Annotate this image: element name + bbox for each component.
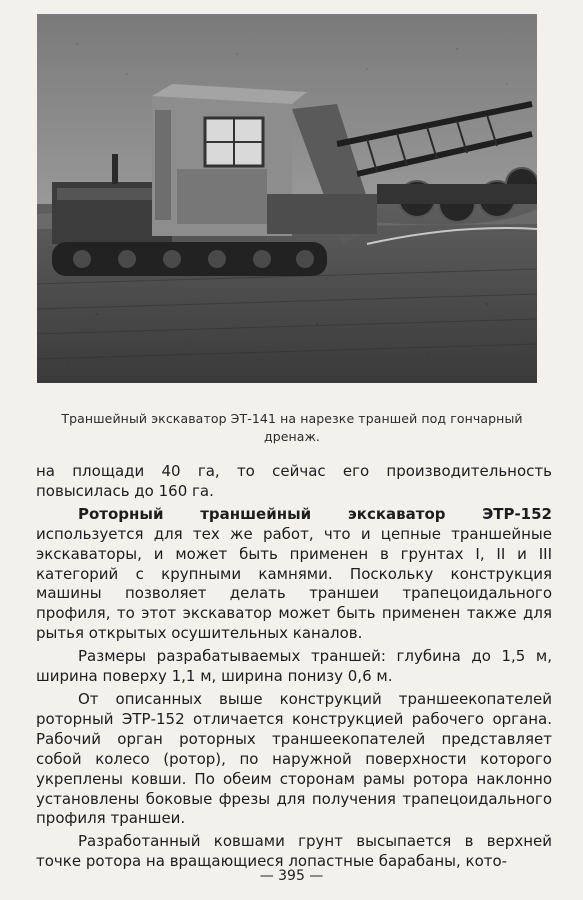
paragraph-4: От описанных выше конструкций траншеекопателей роторный ЭТР-152 отличается конструкцией рабочего органа. Рабочий орган роторных траншеекопателей представляет собой колесо (ротор), по наружной поверхности которого укреплены ковши. По обеим сторонам рамы ротора наклонно установлены боковые фрезы для получения трапецоидального профиля траншеи. (36, 689, 552, 828)
excavator-photo (37, 14, 537, 383)
paragraph-2-lead: Роторный траншейный экскаватор ЭТР-152 (78, 504, 552, 523)
paragraph-1: на площади 40 га, то сейчас его производительность повысилась до 160 га. (36, 462, 552, 500)
body-text (36, 462, 552, 872)
paragraph-5: Разработанный ковшами грунт высыпается в верхней точке ротора на вращающиеся лопастные барабаны, кото- (36, 832, 552, 871)
page-number: — 395 — (259, 868, 324, 884)
figure-caption: Траншейный экскаватор ЭТ-141 на нарезке траншей под гончарный дренаж. (61, 411, 523, 444)
paragraph-2 (36, 505, 552, 644)
paragraph-2-text: используется для тех же работ, что и цепные траншейные экскаваторы, и может быть применен в грунтах I, II и III категорий с крупными камнями. Поскольку конструкция машины позволяет делать траншеи трапецоидального профиля, то этот экскаватор может быть применен также для рытья открытых осушительных каналов. (36, 524, 552, 643)
paragraph-3: Размеры разрабатываемых траншей: глубина до 1,5 м, ширина поверху 1,1 м, ширина понизу 0,6 м. (36, 647, 552, 686)
